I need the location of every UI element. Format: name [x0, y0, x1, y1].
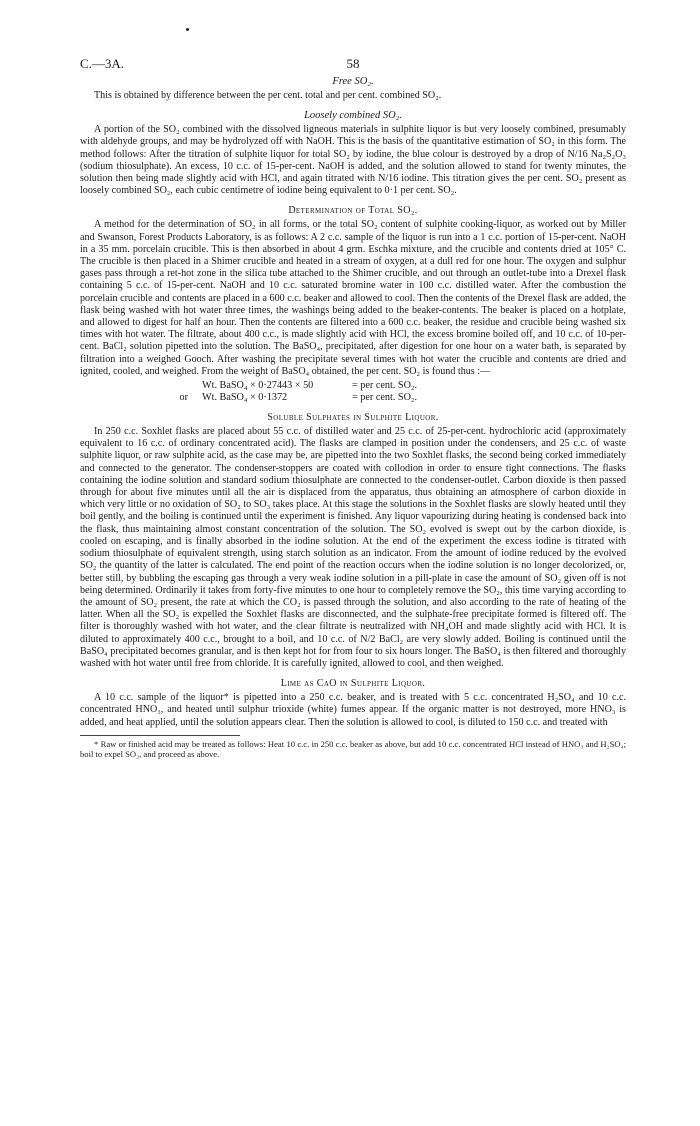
formula-line: [80, 380, 626, 392]
section-title-loosely-combined: Loosely combined SO₂.: [304, 110, 402, 122]
page-number: 58: [346, 56, 360, 71]
formula-expression: Wt. BaSO₄ × 0·27443 × 50: [202, 380, 314, 392]
formula-result: = per cent. SO₂.: [352, 392, 418, 404]
footnote: * Raw or finished acid may be treated as follows: Heat 10 c.c. in 250 c.c. beaker as above, but add 10 c.c. concentrated HCl instead of HNO₃ and H₂SO₄; boil to expel SO₂, and proceed as above.: [80, 738, 626, 760]
formula-line: or Wt. BaSO₄ × 0·1372 = per cent. SO₂.: [179, 392, 418, 404]
page: [80, 38, 626, 760]
page-header: [80, 38, 626, 71]
paragraph: A portion of the SO₂ combined with the dissolved ligneous materials in sulphite liquor is but very loosely combined, presumably with aldehyde groups, and may be hydrolyzed off with NaOH. This is the basis of the quantitative estimation of SO₂ in this form. The method follows: After the titration of sulphite liquor for total SO₂ by iodine, the blue colour is destroyed by a drop of N/16 Na₂S₂O₃ (sodium thiosulphate). An excess, 10 c.c. of 15-per-cent. NaOH is added, and the solution allowed to stand for twenty minutes, the solution then being made slightly acid with HCl, and again titrated with N/16 iodine. This titration gives the per cent. SO₂ present as loosely combined SO₂, each cubic centimetre of iodine being equivalent to 0·1 per cent. SO₂.: [80, 124, 626, 197]
formula-expression: Wt. BaSO₄ × 0·1372: [202, 392, 288, 404]
formula: [80, 380, 626, 404]
paragraph: A 10 c.c. sample of the liquor* is pipetted into a 250 c.c. beaker, and is treated with 5 c.c. concentrated H₂SO₄ and 10 c.c. concentrated HNO₃, and heated until sulphur trioxide (white) fumes appear. If the organic matter is not destroyed, more HNO₃ is added, and heat applied, until the solution appears clear. Then the solution is allowed to cool, is diluted to 150 c.c. and treated with: [80, 692, 626, 728]
section-title-soluble-sulphates: Soluble Sulphates in Sulphite Liquor.: [267, 412, 439, 424]
paragraph: A method for the determination of SO₂ in all forms, or the total SO₂ content of sulphite cooking-liquor, as worked out by Miller and Swanson, Forest Products Laboratory, is as follows: A 2 c.c. sample of the liquor is run into a 1 c.c. portion of 15-per-cent. NaOH in a 35 mm. porcelain crucible. This is then absorbed in about 4 grm. Eschka mixture, and the crucible and contents dried at 105° C. The crucible is then placed in a Shimer crucible and heated in a stream of oxygen, at a dull red for one hour. The oxygen and sulphur gases pass through a ret-hot zone in the silica tube attached to the Shimer crucible, and out through an outlet-tube into a Drexel flask containing 5 c.c. of 15-per-cent. NaOH and 10 c.c. saturated bromine water in 100 c.c. distilled water. After the combustion the porcelain crucible and contents are placed in a 600 c.c. beaker and allowed to cool. Then the contents of the Drexel flask are added, the flask being washed with hot water three times, the washings being added to the beaker-contents. The beaker is placed on a hotplate, and allowed to digest for half an hour. Then the contents are filtered into a 600 c.c. beaker, the residue and crucible being washed six times with hot water. The filtrate, about 400 c.c., is made slightly acid with HCl, the excess bromine boiled off, and 10 c.c. of 10-per-cent. BaCl₂ solution pipetted into the solution. The BaSO₄, precipitated, after digestion for one hour on a water bath, is separated by filtration into a weighed Gooch. After washing the precipitate several times with hot water the crucible and contents are dried and ignited, cooled, and weighed. From the weight of BaSO₄ obtained, the per cent. SO₂ is found thus :—: [80, 219, 626, 377]
formula-result: = per cent. SO₂.: [352, 380, 418, 392]
section-title-free-so2: Free SO₂.: [332, 76, 374, 87]
paragraph: In 250 c.c. Soxhlet flasks are placed about 55 c.c. of distilled water and 25 c.c. of 25-per-cent. hydrochloric acid (approximately equivalent to 16 c.c. of ordinary concentrated acid). The flasks are clamped in position under the condensers, and 25 c.c. of waste sulphite liquor, or raw sulphite acid, as the case may be, are pipetted into the two Soxhlet flasks, the second being corked immediately and connected to the generator. The condenser-stoppers are coated with collodion in order to ensure tight connections. The flasks containing the iodine solution and standard sodium thiosulphate are connected to the condenser-outlet. Carbon dioxide is then passed through for about five minutes until all the air is displaced from the apparatus, thus obtaining an atmosphere of carbon dioxide in which very little or no oxidation of SO₂ to SO₃ takes place. At this stage the solutions in the Soxhlet flasks are slowly heated until they boil gently, and the boiling is continued until the experiment is finished. Any liquor vapourizing during heating is condensed back into the flask, thus maintaining almost constant concentration of the solution. The SO₂ evolved is swept out by the carbon dioxide, is cooled on escaping, and is finally absorbed in the iodine solution. At the end of the experiment the excess iodine is titrated with sodium thiosulphate of equivalent strength, using starch solution as an indicator. From the amount of iodine reduced by the evolved SO₂ the quantity of the latter is calculated. The end point of the reaction occurs when the iodine solution is no longer decolorized, or, better still, by bubbling the escaping gas through a very weak iodine solution in a pill-plate in case the amount of SO₂ given off is not being determined. Ordinarily it takes from forty-five minutes to one hour to completely remove the SO₂, this time varying according to the amount of SO₂ present, the rate at which the CO₂ is passed through the solution, and also according to the rate of heating of the latter. When all the SO₂ is expelled the Soxhlet flasks are disconnected, and the sulphate-free precipitate formed is filtered off. The filter is thoroughly washed with hot water, and the clear filtrate is neutralized with NH₄OH and made slightly acid with HCl. It is diluted to approximately 400 c.c., brought to a boil, and 10 c.c. of N/2 BaCl₂ are very slowly added. Boiling is continued until the BaSO₄ precipitated becomes granular, and is then kept hot for from four to six hours longer. The BaSO₄ is then filtered and thoroughly washed with hot water until free from chloride. It is carefully ignited, allowed to cool, and then weighed.: [80, 426, 626, 669]
footnote-divider: [80, 735, 240, 736]
ink-dot: [186, 28, 189, 31]
section-title-lime-cao: Lime as CaO in Sulphite Liquor.: [280, 678, 426, 690]
paragraph: This is obtained by difference between the per cent. total and per cent. combined SO₂.: [94, 90, 442, 101]
section-title-total-so2: Determination of Total SO₂.: [288, 205, 418, 217]
document-reference: C.—3A.: [80, 56, 125, 71]
